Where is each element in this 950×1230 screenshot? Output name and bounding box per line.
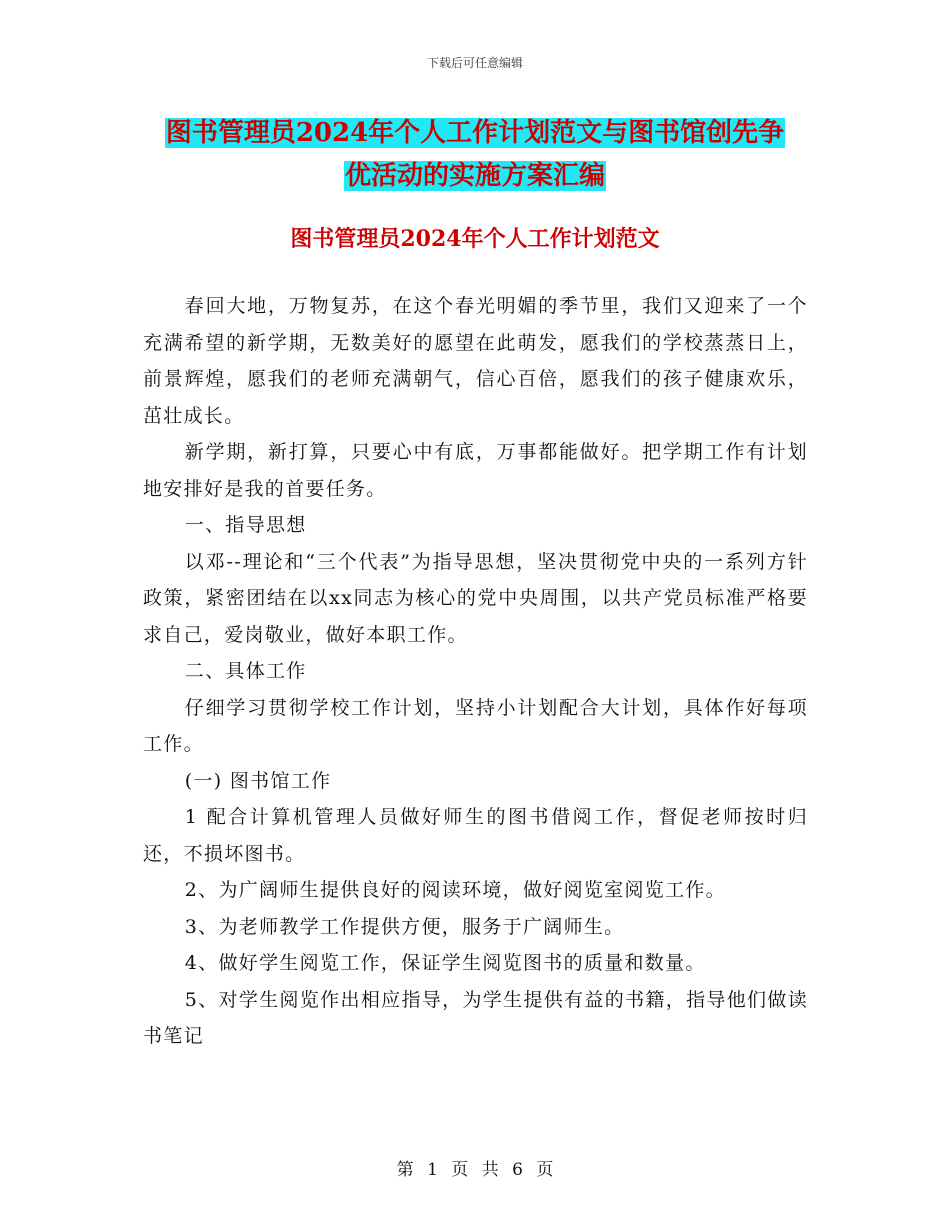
heading-library-work: (一) 图书馆工作 — [184, 769, 332, 792]
list-item-2: 2、为广阔师生提供良好的阅读环境，做好阅览室阅览工作。 — [184, 879, 726, 901]
paragraph-specific-work: 仔细学习贯彻学校工作计划，坚持小计划配合大计划，具体作好每项工作。 — [143, 696, 808, 755]
list-item-4: 4、做好学生阅览工作，保证学生阅览图书的质量和数量。 — [184, 952, 706, 974]
heading-guiding-thought: 一、指导思想 — [184, 514, 307, 536]
paragraph-guiding-thought: 以邓--理论和“三个代表”为指导思想，坚决贯彻党中央的一系列方针政策，紧密团结在以xx同志为核心的党中央周围，以共产党员标准严格要求自己，爱岗敬业，做好本职工作。 — [143, 550, 808, 646]
heading-specific-work: 二、具体工作 — [184, 660, 307, 682]
list-item-3: 3、为老师教学工作提供方便，服务于广阔师生。 — [184, 915, 625, 938]
list-item-1: 1 配合计算机管理人员做好师生的图书借阅工作，督促老师按时归还，不损坏图书。 — [143, 806, 808, 865]
paragraph-new-term: 新学期，新打算，只要心中有底，万事都能做好。把学期工作有计划地安排好是我的首要任务。 — [143, 441, 808, 500]
page-footer: 第 1 页 共 6 页 — [396, 1160, 554, 1180]
document-title-line-2: 优活动的实施方案汇编 — [344, 161, 605, 191]
document-body — [143, 288, 808, 1055]
list-item-5: 5、对学生阅览作出相应指导，为学生提供有益的书籍，指导他们做读书笔记 — [143, 988, 808, 1047]
document-title-line-1: 图书管理员2024年个人工作计划范文与图书馆创先争 — [165, 118, 785, 148]
header-note: 下载后可任意编辑 — [426, 56, 523, 70]
paragraph-intro: 春回大地，万物复苏，在这个春光明媚的季节里，我们又迎来了一个充满希望的新学期，无数美好的愿望在此萌发，愿我们的学校蒸蒸日上，前景辉煌，愿我们的老师充满朝气，信心百倍，愿我们的孩子健康欢乐，茁壮成长。 — [143, 295, 808, 427]
document-title — [140, 112, 810, 198]
section-title: 图书管理员2024年个人工作计划范文 — [290, 226, 660, 252]
